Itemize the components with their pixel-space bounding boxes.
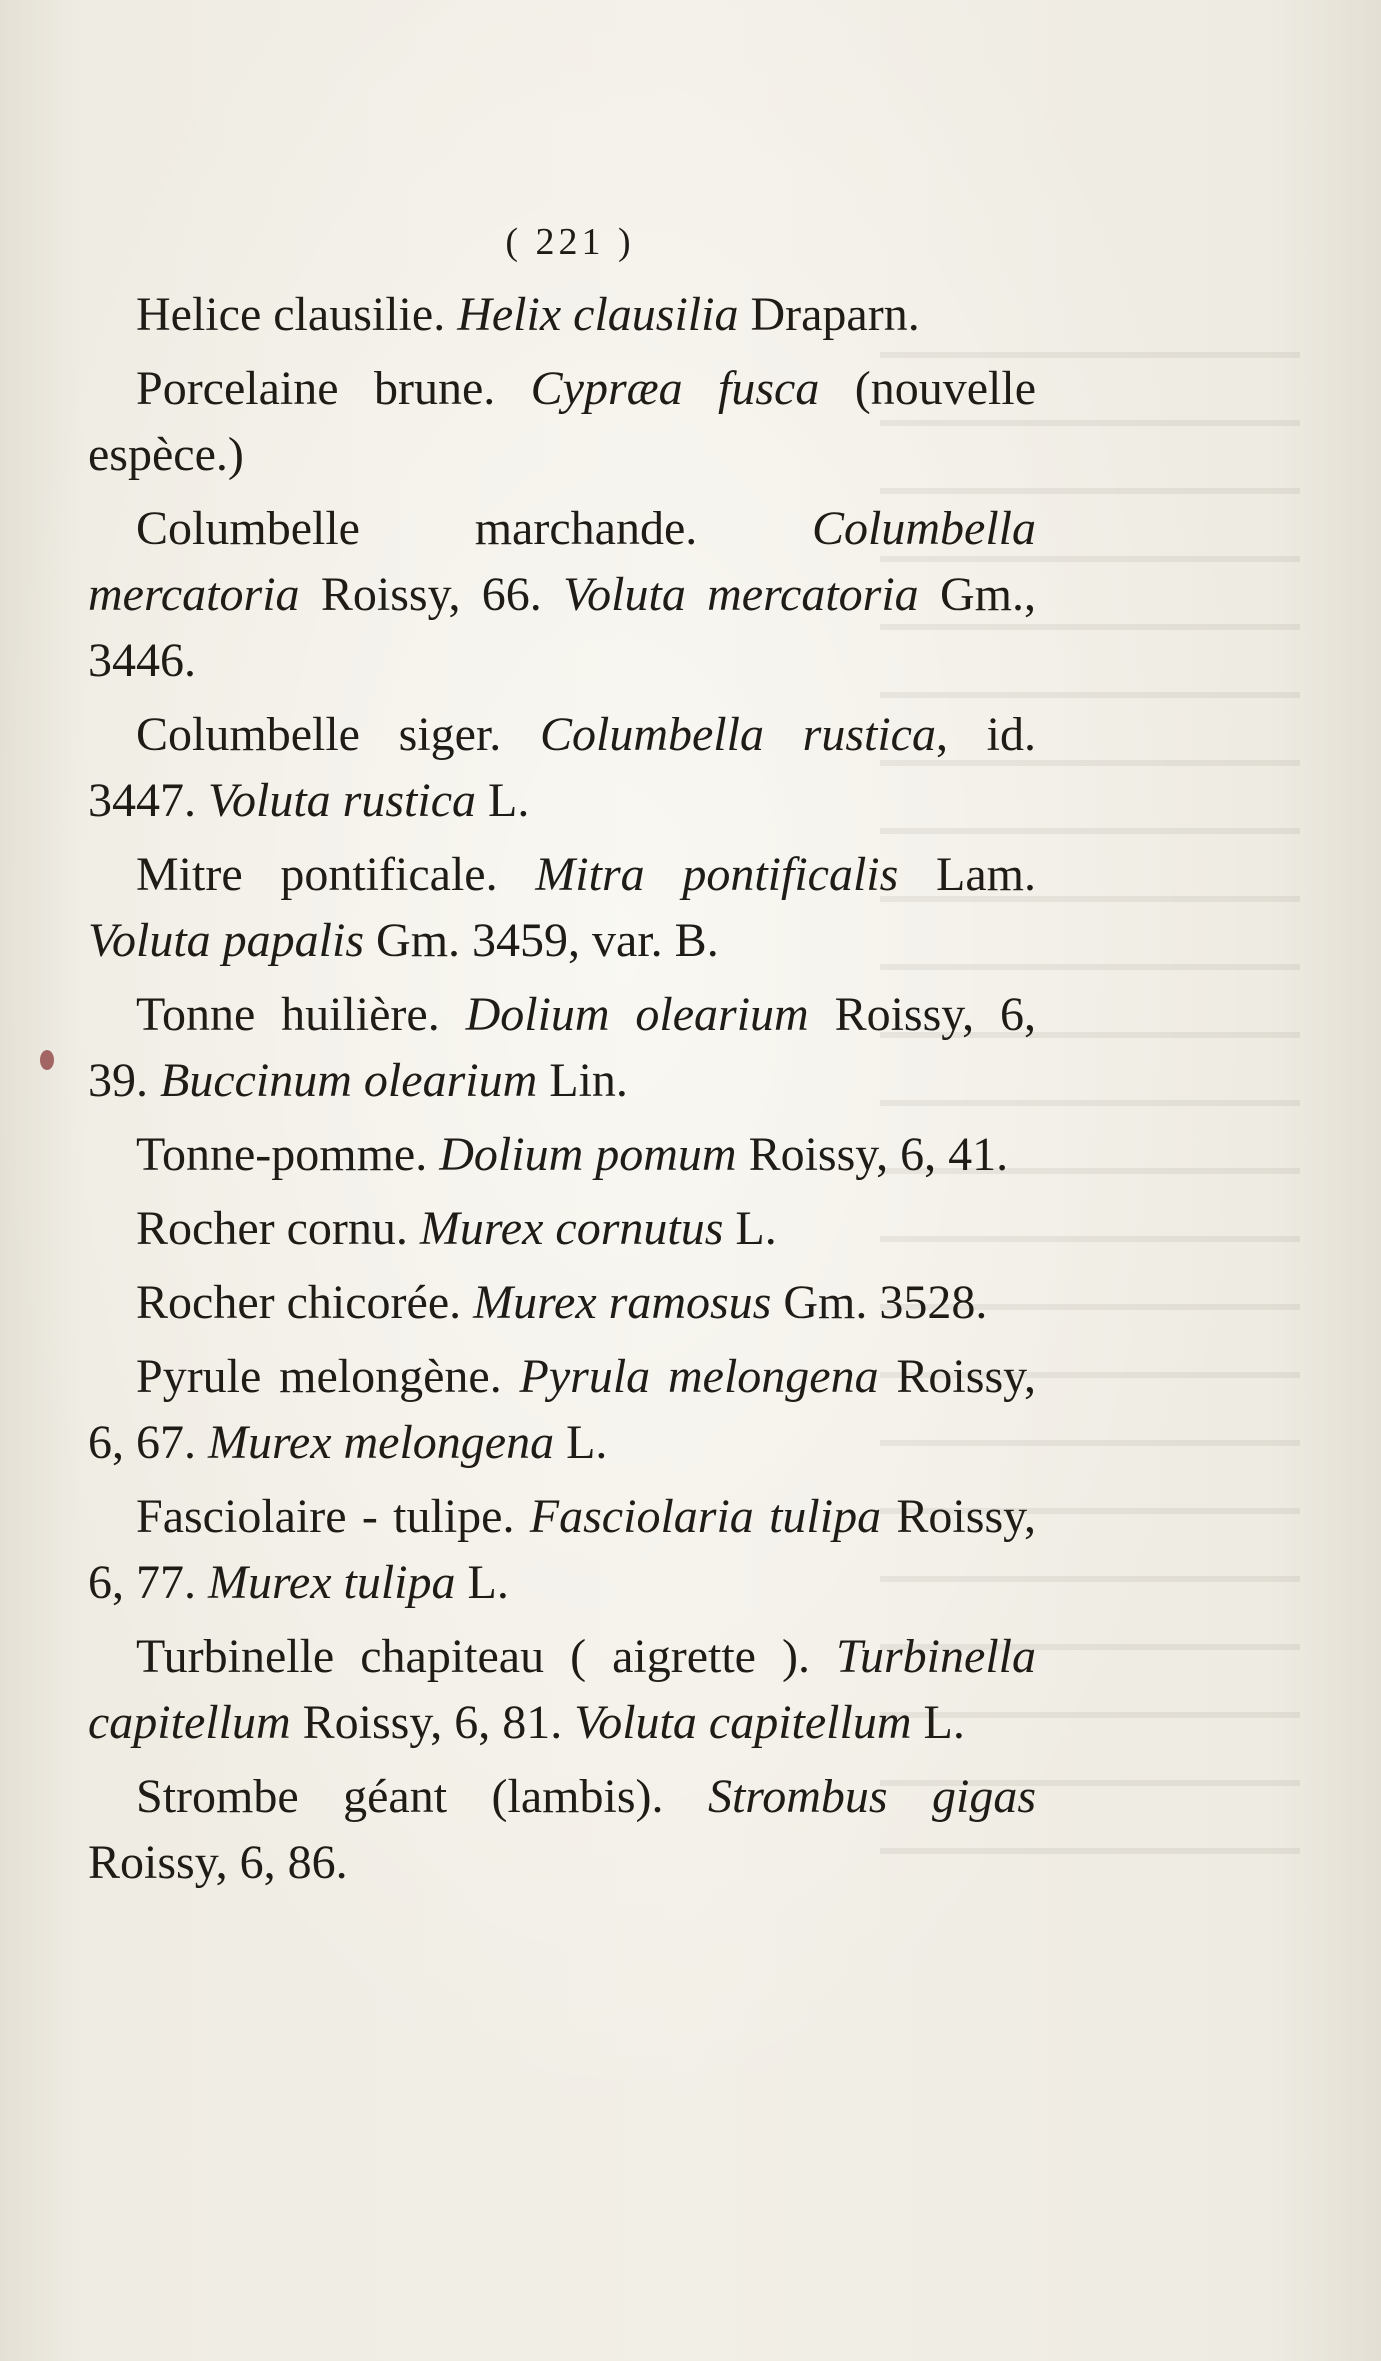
entry: Pyrule melongène. Pyrula melongena Roissy, 6, 67. Murex melongena L. — [88, 1350, 1036, 1469]
entry: Strombe géant (lambis). Strombus gigas Roissy, 6, 86. — [88, 1770, 1037, 1889]
page-number: ( 221 ) — [505, 221, 635, 263]
entry: Helice clausilie. Helix clausilia Draparn. — [136, 288, 920, 341]
entry: Fasciolaire - tulipe. Fasciolaria tulipa Roissy, 6, 77. Murex tulipa L. — [88, 1490, 1037, 1609]
entry: Turbinelle chapiteau ( aigrette ). Turbinella capitellum Roissy, 6, 81. Voluta capitellum L. — [88, 1630, 1036, 1749]
entry: Porcelaine brune. Cypræa fusca (nouvelle espèce.) — [88, 362, 1036, 481]
entry: Tonne-pomme. Dolium pomum Roissy, 6, 41. — [136, 1128, 1009, 1181]
entry: Columbelle marchande. Columbella mercatoria Roissy, 66. Voluta mercatoria Gm., 3446. — [88, 502, 1037, 687]
entry: Mitre pontificale. Mitra pontificalis Lam. Voluta papalis Gm. 3459, var. B. — [88, 848, 1036, 967]
entry: Rocher chicorée. Murex ramosus Gm. 3528. — [136, 1276, 988, 1329]
ink-spot — [40, 1050, 54, 1070]
entry: Rocher cornu. Murex cornutus L. — [136, 1202, 777, 1255]
text-block — [88, 282, 1036, 1904]
entry: Columbelle siger. Columbella rustica, id. 3447. Voluta rustica L. — [88, 708, 1037, 827]
entry: Tonne huilière. Dolium olearium Roissy, 6, 39. Buccinum olearium Lin. — [88, 988, 1037, 1107]
